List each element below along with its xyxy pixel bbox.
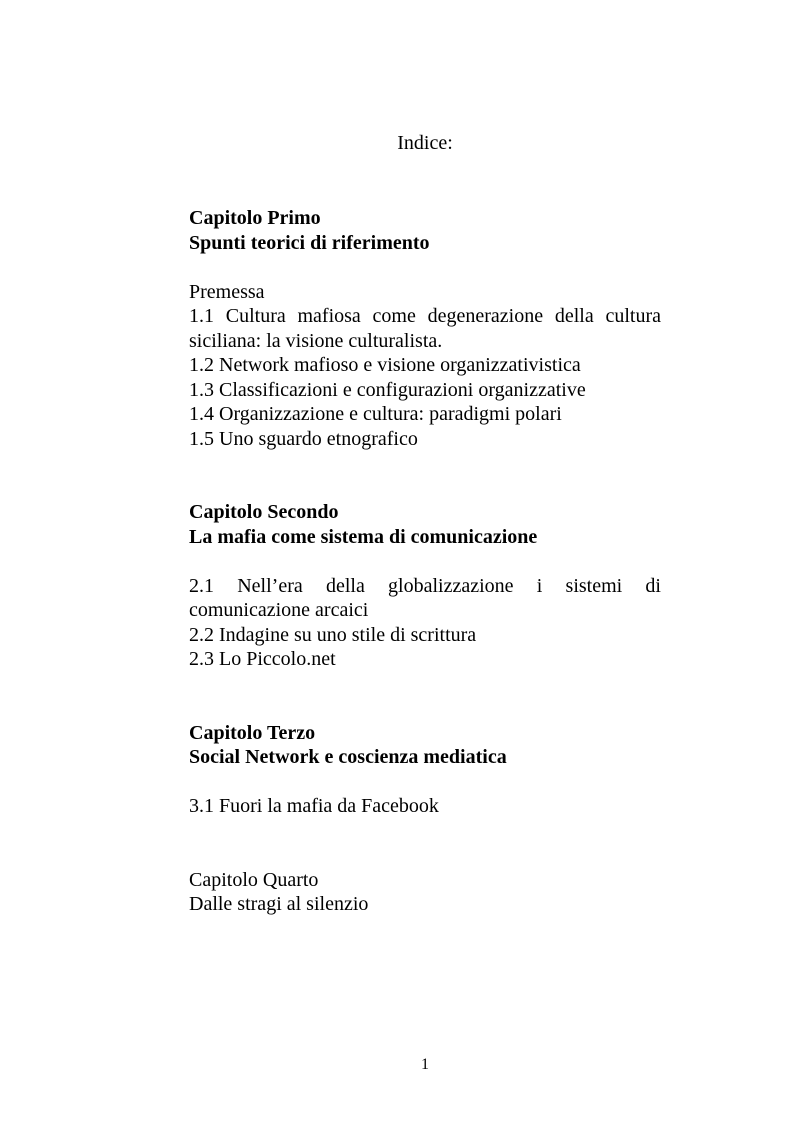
toc-entry: comunicazione arcaici (189, 599, 369, 621)
toc-entry: 2.2 Indagine su uno stile di scrittura (189, 623, 477, 646)
toc-entry: 1.4 Organizzazione e cultura: paradigmi polari (189, 403, 562, 425)
chapter-3-subtitle: Social Network e coscienza mediatica (189, 746, 507, 768)
chapter-2-subtitle: La mafia come sistema di comunicazione (189, 525, 538, 548)
toc-entry: Premessa (189, 280, 265, 303)
chapter-4-subtitle: Dalle stragi al silenzio (189, 893, 369, 915)
chapter-1-heading: Capitolo Primo (189, 207, 321, 229)
toc-entry: 1.2 Network mafioso e visione organizzativistica (189, 354, 581, 376)
toc-entry: 1.1 Cultura mafiosa come degenerazione della cultura (189, 305, 661, 327)
toc-entry: 2.3 Lo Piccolo.net (189, 648, 336, 670)
toc-entry: 3.1 Fuori la mafia da Facebook (189, 795, 439, 817)
toc-entry: 1.5 Uno sguardo etnografico (189, 427, 418, 450)
table-of-contents (189, 206, 661, 917)
toc-entry: siciliana: la visione culturalista. (189, 329, 443, 352)
toc-entry: 2.1 Nell’era della globalizzazione i sistemi di (189, 574, 661, 597)
chapter-3-heading: Capitolo Terzo (189, 721, 316, 744)
chapter-1-subtitle: Spunti teorici di riferimento (189, 231, 430, 254)
chapter-4-heading: Capitolo Quarto (189, 868, 319, 891)
page-number: 1 (421, 1056, 429, 1073)
toc-entry: 1.3 Classificazioni e configurazioni organizzative (189, 378, 586, 401)
index-title: Indice: (397, 132, 453, 154)
chapter-2-heading: Capitolo Secondo (189, 501, 339, 523)
